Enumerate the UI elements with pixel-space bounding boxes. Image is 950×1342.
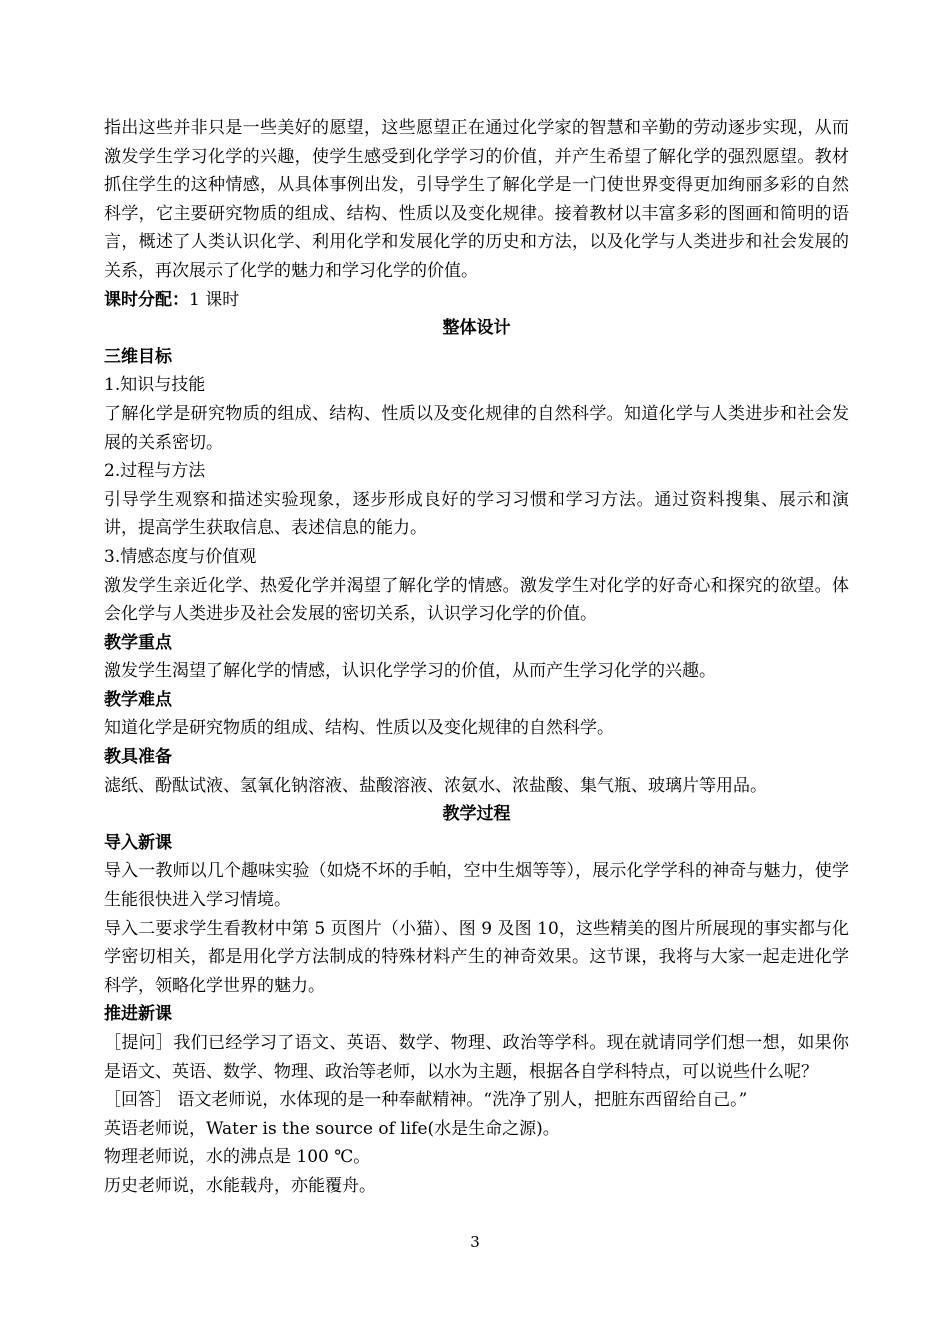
class-hours-line [104,286,849,315]
key-point-text: 激发学生渴望了解化学的情感，认识化学学习的价值，从而产生学习化学的兴趣。 [104,661,716,682]
difficulty-text: 知道化学是研究物质的组成、结构、性质以及变化规律的自然科学。 [104,718,614,739]
page-number: 3 [470,1233,480,1251]
english-text: 英语老师说，Water is the source of life(水是生命之源)。 [104,1118,560,1139]
materials-heading: 教具准备 [104,747,172,768]
key-point-heading: 教学重点 [104,632,172,653]
intro-option-2: 导入二要求学生看教材中第 5 页图片（小猫）、图 9 及图 10，这些精美的图片所展现的事实都与化学密切相关，都是用化学方法制成的特殊材料产生的神奇效果。这节课，我将与大家一起走进化学科学，领略化学世界的魅力。 [104,918,849,996]
intro-lesson-heading: 导入新课 [104,832,172,853]
class-hours-label: 课时分配： [104,289,189,310]
intro-option-1: 导入一教师以几个趣味实验（如烧不坏的手帕，空中生烟等等），展示化学学科的神奇与魅力，使学生能很快进入学习情境。 [104,861,849,911]
process-text: 引导学生观察和描述实验现象，逐步形成良好的学习习惯和学习方法。通过资料搜集、展示和演讲，提高学生获取信息、表述信息的能力。 [104,489,849,539]
emotion-title: 3.情感态度与价值观 [104,546,257,567]
overall-design-heading: 整体设计 [442,318,511,339]
document-body [104,114,849,1201]
class-hours-value: 1 课时 [189,289,240,310]
answer-text: ［回答］ 语文老师说，水体现的是一种奉献精神。“洗净了别人，把脏东西留给自己。” [104,1090,748,1111]
question-text: ［提问］我们已经学习了语文、英语、数学、物理、政治等学科。现在就请同学们想一想，如果你是语文、英语、数学、物理、政治等老师，以水为主题，根据各自学科特点，可以说些什么呢？ [104,1033,849,1082]
history-text: 历史老师说，水能载舟，亦能覆舟。 [104,1175,376,1196]
emotion-text: 激发学生亲近化学、热爱化学并渴望了解化学的情感。激发学生对化学的好奇心和探究的欲望。体会化学与人类进步及社会发展的密切关系，认识学习化学的价值。 [104,575,849,625]
physics-text: 物理老师说，水的沸点是 100 ℃。 [104,1147,371,1168]
difficulty-heading: 教学难点 [104,689,172,710]
teaching-process-heading: 教学过程 [442,804,511,825]
materials-text: 滤纸、酚酞试液、氢氧化钠溶液、盐酸溶液、浓氨水、浓盐酸、集气瓶、玻璃片等用品。 [104,775,767,796]
knowledge-text: 了解化学是研究物质的组成、结构、性质以及变化规律的自然科学。知道化学与人类进步和社会发展的关系密切。 [104,403,849,453]
knowledge-title: 1.知识与技能 [104,375,206,396]
new-lesson-heading: 推进新课 [104,1004,172,1025]
objectives-heading: 三维目标 [104,346,172,367]
process-title: 2.过程与方法 [104,461,206,482]
intro-paragraph: 指出这些并非只是一些美好的愿望，这些愿望正在通过化学家的智慧和辛勤的劳动逐步实现，从而激发学生学习化学的兴趣，使学生感受到化学学习的价值，并产生希望了解化学的强烈愿望。教材抓住学生的这种情感，从具体事例出发，引导学生了解化学是一门使世界变得更加绚丽多彩的自然科学，它主要研究物质的组成、结构、性质以及变化规律。接着教材以丰富多彩的图画和简明的语言，概述了人类认识化学、利用化学和发展化学的历史和方法，以及化学与人类进步和社会发展的关系，再次展示了化学的魅力和学习化学的价值。 [104,118,849,281]
